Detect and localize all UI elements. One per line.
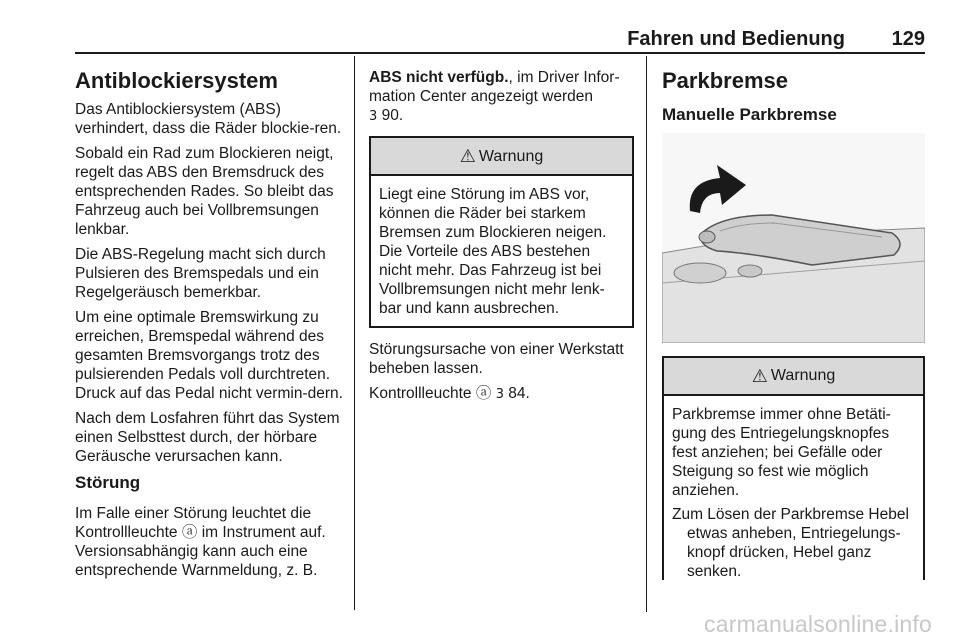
heading-parking-brake: Parkbremse [662, 68, 788, 93]
paragraph: Das Antiblockiersystem (ABS) verhindert, dass die Räder blockie-ren. [75, 101, 342, 137]
subheading-manual-parking-brake: Manuelle Parkbremse [662, 105, 837, 124]
column-1 [75, 68, 343, 586]
page-reference: 84. [508, 385, 530, 402]
lamp-label: Kontrollleuchte [369, 385, 472, 402]
watermark: carmanualsonline.info [704, 611, 932, 637]
column-3 [662, 68, 925, 132]
page-header [75, 28, 925, 50]
column-divider-2 [646, 56, 647, 612]
warning-triangle-icon: ⚠ [751, 365, 768, 387]
subheading-fault: Störung [75, 473, 141, 492]
warning-text: Parkbremse immer ohne Betäti-gung des Entriegelungsknopfes fest anziehen; bei Gefälle oder Steigung so fest wie möglich anziehen. [672, 406, 891, 499]
page-reference-icon: 3 [495, 387, 504, 402]
lamp-reference-paragraph [369, 384, 634, 404]
warning-header [664, 358, 923, 396]
abs-message-bold: ABS nicht verfügb. [369, 69, 509, 86]
header-rule [75, 52, 925, 54]
column-2 [369, 68, 634, 410]
abs-message-paragraph [369, 68, 634, 126]
section-title: Fahren und Bedienung [627, 28, 845, 50]
paragraph: Nach dem Losfahren führt das System einen Selbsttest durch, der hörbare Geräusche verursachen kann. [75, 410, 340, 465]
paragraph: Die ABS-Regelung macht sich durch Pulsieren des Bremspedals und ein Regelgeräusch bemerkbar. [75, 246, 326, 301]
abs-message-rest: , im Driver Infor-mation Center angezeigt werden [369, 69, 620, 105]
warning-header [371, 138, 632, 176]
page-number: 129 [891, 28, 925, 50]
repair-paragraph: Störungsursache von einer Werkstatt beheben lassen. [369, 341, 624, 377]
warning-title: Warnung [478, 147, 544, 165]
fault-text-end: im Instrument auf. Versionsabhängig kann auch eine entsprechende Warnmeldung, z. B. [75, 524, 326, 579]
warning-box-abs [369, 136, 634, 328]
parking-brake-drawing [662, 133, 925, 343]
abs-warning-lamp-icon: ⓐ [475, 384, 492, 402]
warning-body [664, 396, 923, 594]
warning-title: Warnung [770, 367, 836, 384]
parking-brake-illustration [662, 133, 925, 343]
warning-triangle-icon: ⚠ [459, 145, 476, 167]
warning-text: Liegt eine Störung im ABS vor, können die Räder bei starkem Bremsen zum Blockieren neigen. Die Vorteile des ABS bestehen nicht mehr. Das Fahrzeug ist bei Vollbremsungen nicht mehr lenk-bar und kann ausbrechen. [379, 186, 607, 317]
page-reference-icon: 3 [369, 109, 378, 124]
paragraph: Um eine optimale Bremswirkung zu erreichen, Bremspedal während des gesamten Bremsvorgangs trotz des pulsierenden Pedals voll durchtreten. Druck auf das Pedal nicht vermin-dern. [75, 309, 343, 402]
page-reference: 90. [381, 107, 404, 124]
abs-warning-lamp-icon: ⓐ [181, 523, 198, 541]
heading-abs: Antiblockiersystem [75, 68, 278, 93]
column-divider-1 [354, 56, 355, 610]
warning-box-parking-brake [662, 356, 925, 580]
fault-paragraph [75, 504, 343, 580]
fault-text-start: Im Falle einer Störung leuchtet die Kontrollleuchte [75, 505, 312, 541]
warning-body [371, 176, 632, 326]
paragraph: Sobald ein Rad zum Blockieren neigt, regelt das ABS den Bremsdruck des entsprechenden Rades. So bleibt das Fahrzeug auch bei Vollbremsungen lenkbar. [75, 145, 334, 238]
warning-text: Zum Lösen der Parkbremse Hebel etwas anheben, Entriegelungs-knopf drücken, Hebel ganz senken. [672, 506, 909, 580]
